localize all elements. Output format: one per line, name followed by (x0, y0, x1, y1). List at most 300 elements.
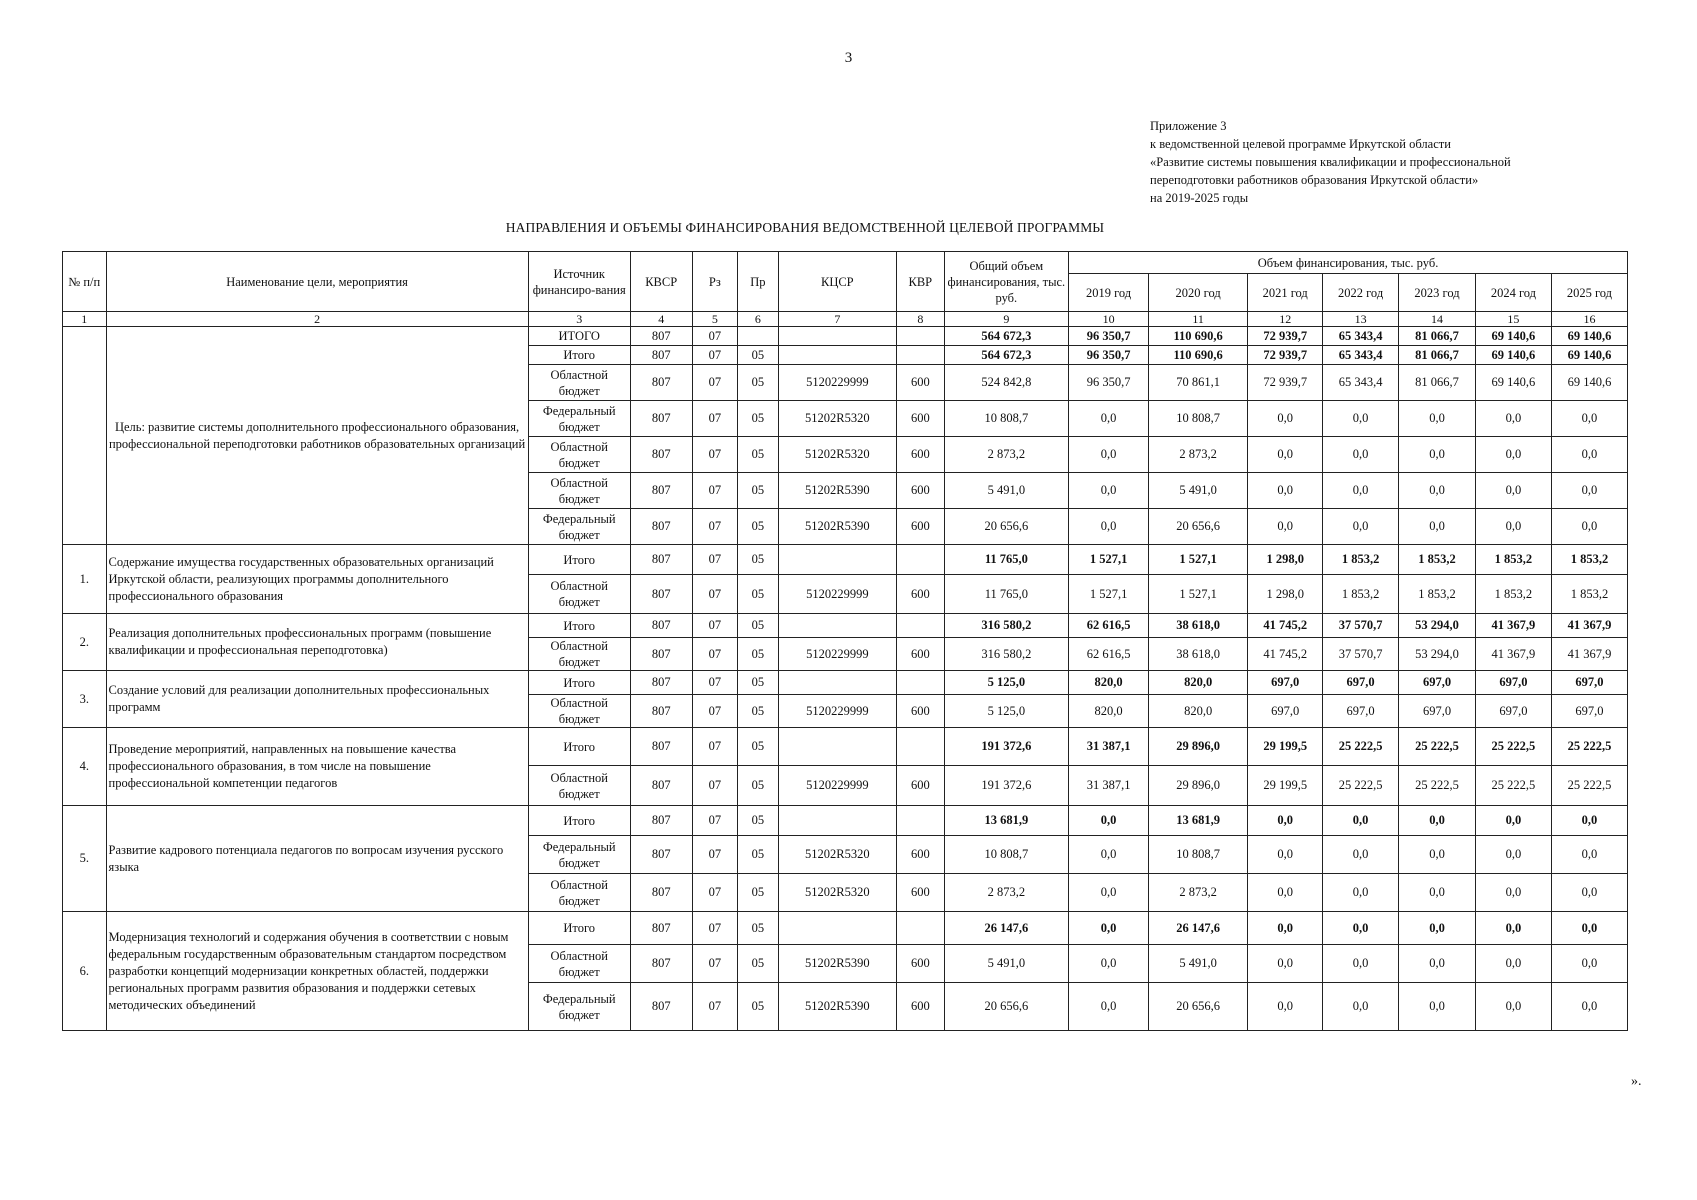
pr-cell: 05 (738, 509, 778, 545)
total-cell: 5 491,0 (944, 945, 1069, 983)
total-cell: 13 681,9 (944, 806, 1069, 836)
column-index: 2 (106, 312, 528, 327)
kvr-cell (897, 346, 945, 365)
source-cell: Итого (528, 728, 630, 766)
kvr-cell (897, 614, 945, 638)
year-value-cell: 820,0 (1069, 695, 1149, 728)
year-value-cell: 1 298,0 (1248, 575, 1323, 614)
year-value-cell: 0,0 (1069, 983, 1149, 1031)
year-value-cell: 53 294,0 (1399, 638, 1476, 671)
year-value-cell: 697,0 (1323, 671, 1399, 695)
year-value-cell: 0,0 (1551, 874, 1627, 912)
total-cell: 5 125,0 (944, 695, 1069, 728)
kvr-cell (897, 912, 945, 945)
year-value-cell: 72 939,7 (1248, 346, 1323, 365)
year-value-cell: 0,0 (1323, 983, 1399, 1031)
year-value-cell: 37 570,7 (1323, 638, 1399, 671)
kcsr-cell (778, 912, 896, 945)
year-value-cell: 5 491,0 (1149, 945, 1248, 983)
kvsr-cell: 807 (630, 945, 692, 983)
year-value-cell: 29 896,0 (1149, 728, 1248, 766)
source-cell: Областной бюджет (528, 945, 630, 983)
column-index: 3 (528, 312, 630, 327)
rz-cell: 07 (692, 695, 738, 728)
rz-cell: 07 (692, 638, 738, 671)
year-value-cell: 1 298,0 (1248, 545, 1323, 575)
rz-cell: 07 (692, 327, 738, 346)
year-value-cell: 0,0 (1248, 983, 1323, 1031)
kcsr-cell: 51202R5320 (778, 401, 896, 437)
kvsr-cell: 807 (630, 671, 692, 695)
year-value-cell: 697,0 (1248, 695, 1323, 728)
year-value-cell: 41 367,9 (1475, 614, 1551, 638)
year-value-cell: 0,0 (1248, 401, 1323, 437)
source-cell: Итого (528, 545, 630, 575)
year-value-cell: 820,0 (1149, 695, 1248, 728)
year-value-cell: 25 222,5 (1475, 728, 1551, 766)
year-value-cell: 65 343,4 (1323, 365, 1399, 401)
kcsr-cell: 51202R5320 (778, 437, 896, 473)
year-value-cell: 0,0 (1248, 945, 1323, 983)
rz-cell: 07 (692, 874, 738, 912)
kvsr-cell: 807 (630, 509, 692, 545)
kvr-cell: 600 (897, 766, 945, 806)
kvr-cell: 600 (897, 509, 945, 545)
year-value-cell: 110 690,6 (1149, 327, 1248, 346)
column-index: 8 (897, 312, 945, 327)
kcsr-cell (778, 614, 896, 638)
pr-cell: 05 (738, 874, 778, 912)
column-index: 1 (63, 312, 107, 327)
table-row (63, 327, 1628, 346)
table-row (63, 614, 1628, 638)
year-value-cell: 31 387,1 (1069, 728, 1149, 766)
year-value-cell: 0,0 (1248, 437, 1323, 473)
column-index: 11 (1149, 312, 1248, 327)
pr-cell: 05 (738, 695, 778, 728)
header-name: Наименование цели, мероприятия (106, 252, 528, 312)
year-value-cell: 0,0 (1069, 401, 1149, 437)
year-value-cell: 0,0 (1069, 509, 1149, 545)
year-value-cell: 0,0 (1551, 983, 1627, 1031)
kvr-cell: 600 (897, 836, 945, 874)
table-row (63, 545, 1628, 575)
year-value-cell: 1 527,1 (1069, 545, 1149, 575)
year-value-cell: 0,0 (1551, 473, 1627, 509)
year-value-cell: 29 199,5 (1248, 766, 1323, 806)
year-value-cell: 96 350,7 (1069, 327, 1149, 346)
item-name-cell: Модернизация технологий и содержания обучения в соответствии с новым федеральным государственным образовательным стандартом посредством разработки концепций модернизации конкретных областей, поддержки региональных программ развития образования и поддержки сетевых методических объединений (106, 912, 528, 1031)
year-value-cell: 81 066,7 (1399, 327, 1476, 346)
total-cell: 191 372,6 (944, 766, 1069, 806)
header-year: 2021 год (1248, 274, 1323, 312)
source-cell: Областной бюджет (528, 437, 630, 473)
year-value-cell: 69 140,6 (1475, 365, 1551, 401)
rz-cell: 07 (692, 614, 738, 638)
pr-cell: 05 (738, 945, 778, 983)
kvsr-cell: 807 (630, 327, 692, 346)
header-kvr: КВР (897, 252, 945, 312)
kvsr-cell: 807 (630, 365, 692, 401)
year-value-cell: 10 808,7 (1149, 401, 1248, 437)
year-value-cell: 41 367,9 (1551, 638, 1627, 671)
year-value-cell: 41 367,9 (1475, 638, 1551, 671)
year-value-cell: 38 618,0 (1149, 638, 1248, 671)
year-value-cell: 37 570,7 (1323, 614, 1399, 638)
year-value-cell: 0,0 (1248, 473, 1323, 509)
kvr-cell: 600 (897, 695, 945, 728)
column-index: 10 (1069, 312, 1149, 327)
kvsr-cell: 807 (630, 766, 692, 806)
financing-table (62, 251, 1628, 1031)
year-value-cell: 1 853,2 (1475, 575, 1551, 614)
year-value-cell: 26 147,6 (1149, 912, 1248, 945)
year-value-cell: 0,0 (1475, 836, 1551, 874)
closing-quote: ». (1631, 1074, 1642, 1089)
source-cell: Федеральный бюджет (528, 836, 630, 874)
year-value-cell: 0,0 (1399, 509, 1476, 545)
year-value-cell: 0,0 (1475, 437, 1551, 473)
header-year: 2023 год (1399, 274, 1476, 312)
total-cell: 20 656,6 (944, 983, 1069, 1031)
kcsr-cell (778, 806, 896, 836)
year-value-cell: 81 066,7 (1399, 346, 1476, 365)
year-value-cell: 69 140,6 (1551, 327, 1627, 346)
year-value-cell: 65 343,4 (1323, 346, 1399, 365)
year-value-cell: 0,0 (1475, 473, 1551, 509)
pr-cell: 05 (738, 473, 778, 509)
year-value-cell: 69 140,6 (1475, 346, 1551, 365)
pr-cell: 05 (738, 437, 778, 473)
year-value-cell: 1 527,1 (1149, 545, 1248, 575)
year-value-cell: 1 853,2 (1323, 545, 1399, 575)
kcsr-cell: 5120229999 (778, 766, 896, 806)
year-value-cell: 0,0 (1248, 509, 1323, 545)
kvsr-cell: 807 (630, 836, 692, 874)
item-num-cell: 3. (63, 671, 107, 728)
source-cell: Итого (528, 346, 630, 365)
source-cell: Областной бюджет (528, 874, 630, 912)
pr-cell: 05 (738, 638, 778, 671)
year-value-cell: 0,0 (1323, 912, 1399, 945)
source-cell: Федеральный бюджет (528, 509, 630, 545)
year-value-cell: 29 199,5 (1248, 728, 1323, 766)
year-value-cell: 69 140,6 (1551, 346, 1627, 365)
year-value-cell: 72 939,7 (1248, 327, 1323, 346)
kvsr-cell: 807 (630, 437, 692, 473)
kvr-cell: 600 (897, 473, 945, 509)
year-value-cell: 0,0 (1248, 836, 1323, 874)
pr-cell: 05 (738, 614, 778, 638)
document-title: НАПРАВЛЕНИЯ И ОБЪЕМЫ ФИНАНСИРОВАНИЯ ВЕДОМСТВЕННОЙ ЦЕЛЕВОЙ ПРОГРАММЫ (505, 220, 1105, 235)
year-value-cell: 53 294,0 (1399, 614, 1476, 638)
year-value-cell: 1 527,1 (1149, 575, 1248, 614)
year-value-cell: 20 656,6 (1149, 983, 1248, 1031)
year-value-cell: 110 690,6 (1149, 346, 1248, 365)
year-value-cell: 697,0 (1323, 695, 1399, 728)
table-row (63, 806, 1628, 836)
total-cell: 191 372,6 (944, 728, 1069, 766)
total-cell: 2 873,2 (944, 874, 1069, 912)
year-value-cell: 0,0 (1248, 874, 1323, 912)
kvsr-cell: 807 (630, 912, 692, 945)
pr-cell: 05 (738, 912, 778, 945)
pr-cell: 05 (738, 365, 778, 401)
year-value-cell: 96 350,7 (1069, 346, 1149, 365)
year-value-cell: 69 140,6 (1475, 327, 1551, 346)
appendix-line: на 2019-2025 годы (1150, 191, 1249, 205)
kcsr-cell (778, 327, 896, 346)
year-value-cell: 0,0 (1399, 437, 1476, 473)
kvsr-cell: 807 (630, 614, 692, 638)
year-value-cell: 25 222,5 (1323, 766, 1399, 806)
kvr-cell: 600 (897, 365, 945, 401)
column-index: 15 (1475, 312, 1551, 327)
year-value-cell: 29 896,0 (1149, 766, 1248, 806)
kvr-cell: 600 (897, 945, 945, 983)
year-value-cell: 20 656,6 (1149, 509, 1248, 545)
year-value-cell: 62 616,5 (1069, 638, 1149, 671)
year-value-cell: 0,0 (1399, 983, 1476, 1031)
source-cell: Итого (528, 671, 630, 695)
rz-cell: 07 (692, 983, 738, 1031)
pr-cell: 05 (738, 836, 778, 874)
year-value-cell: 41 367,9 (1551, 614, 1627, 638)
kvsr-cell: 807 (630, 638, 692, 671)
year-value-cell: 2 873,2 (1149, 437, 1248, 473)
year-value-cell: 0,0 (1323, 874, 1399, 912)
year-value-cell: 0,0 (1399, 806, 1476, 836)
source-cell: Областной бюджет (528, 365, 630, 401)
pr-cell: 05 (738, 671, 778, 695)
total-cell: 5 125,0 (944, 671, 1069, 695)
header-total: Общий объем финансирования, тыс. руб. (944, 252, 1069, 312)
header-volume: Объем финансирования, тыс. руб. (1069, 252, 1628, 274)
total-cell: 10 808,7 (944, 836, 1069, 874)
total-cell: 11 765,0 (944, 575, 1069, 614)
column-index: 13 (1323, 312, 1399, 327)
year-value-cell: 0,0 (1248, 912, 1323, 945)
goal-name-cell: Цель: развитие системы дополнительного профессионального образования, профессиональной переподготовки работников образовательных организаций (106, 327, 528, 545)
pr-cell: 05 (738, 401, 778, 437)
year-value-cell: 25 222,5 (1323, 728, 1399, 766)
source-cell: Областной бюджет (528, 575, 630, 614)
total-cell: 20 656,6 (944, 509, 1069, 545)
year-value-cell: 820,0 (1149, 671, 1248, 695)
year-value-cell: 41 745,2 (1248, 614, 1323, 638)
header-pr: Пр (738, 252, 778, 312)
total-cell: 10 808,7 (944, 401, 1069, 437)
year-value-cell: 1 853,2 (1399, 545, 1476, 575)
rz-cell: 07 (692, 545, 738, 575)
kvsr-cell: 807 (630, 575, 692, 614)
column-index: 16 (1551, 312, 1627, 327)
source-cell: Федеральный бюджет (528, 401, 630, 437)
item-num-cell: 6. (63, 912, 107, 1031)
year-value-cell: 81 066,7 (1399, 365, 1476, 401)
year-value-cell: 0,0 (1069, 836, 1149, 874)
column-index: 12 (1248, 312, 1323, 327)
year-value-cell: 69 140,6 (1551, 365, 1627, 401)
rz-cell: 07 (692, 728, 738, 766)
year-value-cell: 0,0 (1399, 912, 1476, 945)
year-value-cell: 0,0 (1323, 806, 1399, 836)
year-value-cell: 0,0 (1323, 401, 1399, 437)
total-cell: 26 147,6 (944, 912, 1069, 945)
year-value-cell: 0,0 (1551, 437, 1627, 473)
pr-cell: 05 (738, 545, 778, 575)
source-cell: Областной бюджет (528, 638, 630, 671)
header-year: 2020 год (1149, 274, 1248, 312)
rz-cell: 07 (692, 346, 738, 365)
goal-num-cell (63, 327, 107, 545)
year-value-cell: 96 350,7 (1069, 365, 1149, 401)
total-cell: 564 672,3 (944, 346, 1069, 365)
kvsr-cell: 807 (630, 545, 692, 575)
kcsr-cell: 5120229999 (778, 695, 896, 728)
year-value-cell: 697,0 (1551, 671, 1627, 695)
header-year: 2022 год (1323, 274, 1399, 312)
item-num-cell: 4. (63, 728, 107, 806)
column-index: 6 (738, 312, 778, 327)
kvr-cell (897, 327, 945, 346)
year-value-cell: 697,0 (1248, 671, 1323, 695)
year-value-cell: 1 853,2 (1551, 545, 1627, 575)
rz-cell: 07 (692, 766, 738, 806)
year-value-cell: 0,0 (1475, 806, 1551, 836)
header-source: Источник финансиро-вания (528, 252, 630, 312)
appendix-line: к ведомственной целевой программе Иркутской области (1150, 137, 1451, 151)
year-value-cell: 1 853,2 (1323, 575, 1399, 614)
kvsr-cell: 807 (630, 473, 692, 509)
year-value-cell: 25 222,5 (1475, 766, 1551, 806)
kcsr-cell: 51202R5320 (778, 874, 896, 912)
year-value-cell: 0,0 (1551, 401, 1627, 437)
year-value-cell: 0,0 (1399, 874, 1476, 912)
total-cell: 2 873,2 (944, 437, 1069, 473)
kcsr-cell: 51202R5320 (778, 836, 896, 874)
year-value-cell: 697,0 (1475, 671, 1551, 695)
item-num-cell: 5. (63, 806, 107, 912)
year-value-cell: 0,0 (1399, 401, 1476, 437)
year-value-cell: 25 222,5 (1551, 728, 1627, 766)
table-row (63, 728, 1628, 766)
kvr-cell (897, 671, 945, 695)
kcsr-cell (778, 671, 896, 695)
year-value-cell: 697,0 (1551, 695, 1627, 728)
year-value-cell: 1 853,2 (1551, 575, 1627, 614)
year-value-cell: 65 343,4 (1323, 327, 1399, 346)
year-value-cell: 1 853,2 (1475, 545, 1551, 575)
kvr-cell: 600 (897, 638, 945, 671)
kvr-cell (897, 728, 945, 766)
appendix-note (1150, 117, 1511, 207)
item-num-cell: 2. (63, 614, 107, 671)
year-value-cell: 0,0 (1475, 945, 1551, 983)
kvsr-cell: 807 (630, 401, 692, 437)
year-value-cell: 0,0 (1475, 983, 1551, 1031)
year-value-cell: 0,0 (1551, 912, 1627, 945)
rz-cell: 07 (692, 836, 738, 874)
year-value-cell: 25 222,5 (1399, 728, 1476, 766)
item-name-cell: Проведение мероприятий, направленных на повышение качества профессионального образования, в том числе на повышение профессиональной компетенции педагогов (106, 728, 528, 806)
kvsr-cell: 807 (630, 806, 692, 836)
year-value-cell: 1 853,2 (1399, 575, 1476, 614)
source-cell: Федеральный бюджет (528, 983, 630, 1031)
year-value-cell: 0,0 (1475, 874, 1551, 912)
kcsr-cell (778, 728, 896, 766)
pr-cell: 05 (738, 766, 778, 806)
year-value-cell: 0,0 (1551, 836, 1627, 874)
year-value-cell: 0,0 (1475, 509, 1551, 545)
total-cell: 524 842,8 (944, 365, 1069, 401)
year-value-cell: 0,0 (1475, 912, 1551, 945)
source-cell: Итого (528, 806, 630, 836)
column-index: 9 (944, 312, 1069, 327)
rz-cell: 07 (692, 806, 738, 836)
appendix-line: «Развитие системы повышения квалификации и профессиональной (1150, 155, 1511, 169)
year-value-cell: 0,0 (1323, 836, 1399, 874)
kvsr-cell: 807 (630, 728, 692, 766)
kcsr-cell: 5120229999 (778, 365, 896, 401)
year-value-cell: 0,0 (1323, 437, 1399, 473)
year-value-cell: 0,0 (1551, 945, 1627, 983)
year-value-cell: 0,0 (1069, 874, 1149, 912)
year-value-cell: 25 222,5 (1551, 766, 1627, 806)
year-value-cell: 0,0 (1323, 509, 1399, 545)
kvr-cell: 600 (897, 575, 945, 614)
pr-cell (738, 327, 778, 346)
column-index-row (63, 312, 1628, 327)
year-value-cell: 820,0 (1069, 671, 1149, 695)
kvr-cell: 600 (897, 437, 945, 473)
pr-cell: 05 (738, 983, 778, 1031)
year-value-cell: 0,0 (1069, 945, 1149, 983)
rz-cell: 07 (692, 509, 738, 545)
header-year: 2019 год (1069, 274, 1149, 312)
rz-cell: 07 (692, 575, 738, 614)
year-value-cell: 0,0 (1323, 945, 1399, 983)
kvsr-cell: 807 (630, 346, 692, 365)
year-value-cell: 0,0 (1399, 836, 1476, 874)
rz-cell: 07 (692, 945, 738, 983)
kvr-cell: 600 (897, 874, 945, 912)
column-index: 4 (630, 312, 692, 327)
column-index: 5 (692, 312, 738, 327)
page-number: 3 (844, 50, 853, 66)
rz-cell: 07 (692, 401, 738, 437)
item-name-cell: Развитие кадрового потенциала педагогов по вопросам изучения русского языка (106, 806, 528, 912)
year-value-cell: 697,0 (1475, 695, 1551, 728)
kcsr-cell: 51202R5390 (778, 983, 896, 1031)
year-value-cell: 0,0 (1069, 437, 1149, 473)
kvr-cell: 600 (897, 401, 945, 437)
pr-cell: 05 (738, 575, 778, 614)
year-value-cell: 697,0 (1399, 695, 1476, 728)
appendix-line: переподготовки работников образования Иркутской области» (1150, 173, 1479, 187)
kcsr-cell: 51202R5390 (778, 473, 896, 509)
table-row (63, 671, 1628, 695)
column-index: 7 (778, 312, 896, 327)
pr-cell: 05 (738, 806, 778, 836)
kvsr-cell: 807 (630, 695, 692, 728)
year-value-cell: 2 873,2 (1149, 874, 1248, 912)
year-value-cell: 0,0 (1248, 806, 1323, 836)
total-cell: 316 580,2 (944, 614, 1069, 638)
rz-cell: 07 (692, 671, 738, 695)
item-name-cell: Создание условий для реализации дополнительных профессиональных программ (106, 671, 528, 728)
source-cell: Областной бюджет (528, 473, 630, 509)
